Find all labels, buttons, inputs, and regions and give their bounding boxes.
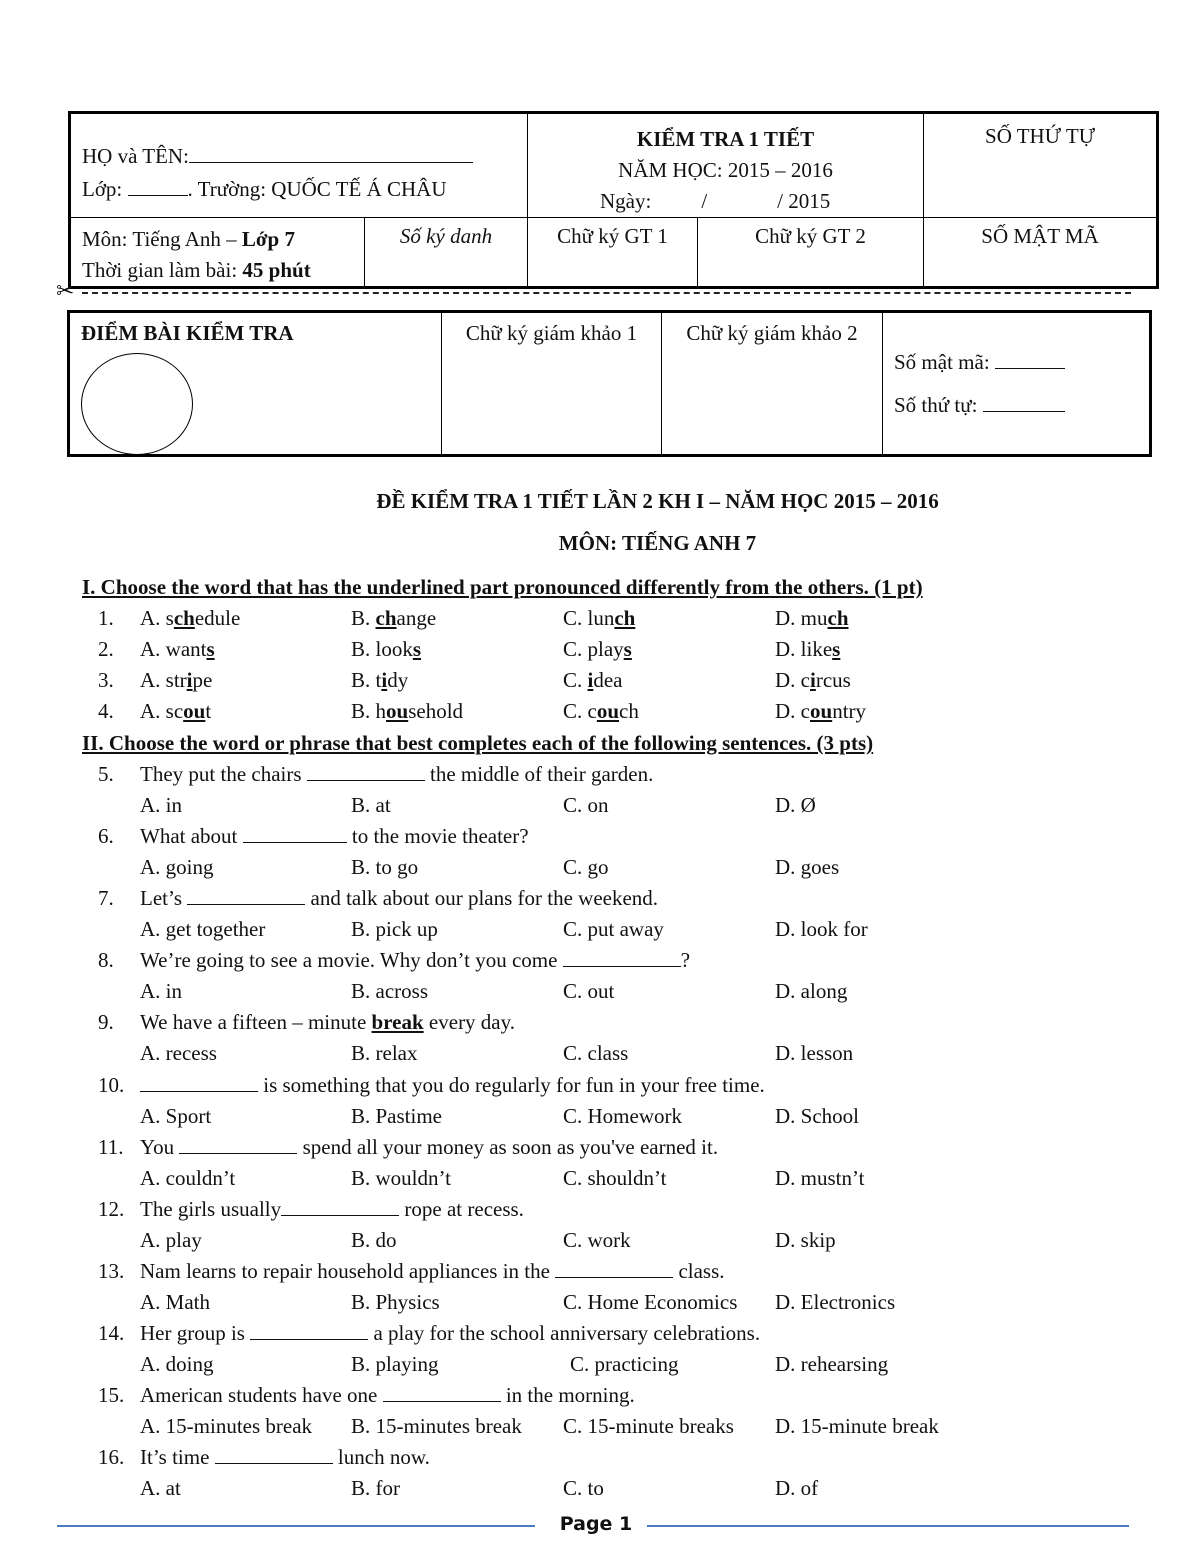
option-underlined-part: i [587,668,594,692]
class-blank[interactable] [128,177,188,196]
answer-option[interactable]: C. 15-minute breaks [563,1414,734,1438]
option-underlined-part: ch [173,606,195,630]
student-info-cell [70,113,528,218]
question-number: 7. [98,886,114,911]
subject-grade: Lớp 7 [241,227,295,251]
option-text-after: pe [192,668,213,692]
so-mat-ma-blank[interactable] [995,350,1065,369]
question-stem [140,948,690,973]
option-underlined-part: s [206,637,215,661]
question-stem [140,1383,635,1408]
option-underlined-part: ou [596,699,620,723]
option-underlined-part: ou [810,699,833,723]
answer-option[interactable] [351,637,421,662]
option-text-before: D. c [775,699,810,723]
question-number: 14. [98,1320,125,1345]
answer-option[interactable]: A. get together [140,917,266,942]
answer-blank[interactable] [179,1135,297,1154]
stem-text-after: in the morning. [500,1383,635,1407]
so-thu-tu-label: SỐ THỨ TỰ [985,124,1096,148]
question-stem [140,1135,718,1160]
question-number: 1. [98,606,114,630]
section-1-heading: I. Choose the word that has the underlined part pronounced differently from the others. (1 pt) [82,575,923,599]
answer-option[interactable] [775,668,851,693]
option-underlined-part: i [810,668,816,692]
option-text-after: t [205,699,212,723]
option-text-after: dy [387,668,409,692]
scissors-icon: ✂ [56,279,75,304]
question-number: 11. [98,1134,124,1159]
question-stem [140,1197,524,1222]
option-text-before: A. str [140,668,187,692]
answer-option[interactable]: A. at [140,1476,181,1501]
answer-option[interactable]: D. goes [775,855,840,880]
option-text-before: B. look [351,637,413,661]
giam-khao-1-cell [442,312,662,456]
cut-line [56,279,1131,304]
subject-heading: MÔN: TIẾNG ANH 7 [558,531,757,555]
option-text-before: B. [351,606,376,630]
answer-blank[interactable] [215,1445,333,1464]
stem-text-before: It’s time [140,1445,215,1470]
answer-blank[interactable] [281,1197,399,1216]
chu-ky-gt2-label: Chữ ký GT 2 [755,224,866,248]
page-footer [57,1513,1129,1543]
footer-line-left [57,1525,535,1527]
answer-blank[interactable] [140,1073,258,1092]
answer-option[interactable]: A. 15-minutes break [140,1414,313,1438]
question-number: 4. [98,699,114,723]
option-underlined-part: ch [827,606,849,630]
option-underlined-part: ch [375,606,397,630]
answer-option[interactable]: D. lesson [775,1041,854,1066]
so-mat-ma-cell [924,218,1158,288]
question-stem [140,1445,430,1470]
answer-blank[interactable] [383,1383,501,1402]
option-underlined-part: s [832,637,841,661]
exam-title: KIỂM TRA 1 TIẾT [636,127,815,151]
stem-text-before: The girls usually [140,1196,282,1221]
answer-option[interactable]: D. School [775,1103,859,1128]
answer-option[interactable]: C. on [563,793,609,817]
question-stem [140,886,658,911]
option-underlined-part: ch [614,606,636,630]
answer-option[interactable]: A. play [140,1227,202,1252]
answer-blank[interactable] [307,762,425,781]
stem-text-after: is something that you do regularly for fun in your free time. [258,1072,765,1097]
option-text-after: ntry [832,699,867,723]
time-value: 45 phút [242,258,311,282]
answer-option[interactable]: C. practicing [570,1351,679,1376]
answer-option[interactable]: D. look for [775,917,868,942]
answer-option[interactable] [140,668,212,693]
stem-text-before: What about [140,824,243,849]
giam-khao-2-cell [662,312,883,456]
dashed-divider [82,292,1131,294]
footer-line-right [647,1525,1129,1527]
option-text-before: D. mu [775,606,828,630]
exam-heading: ĐỀ KIỂM TRA 1 TIẾT LẦN 2 KH I – NĂM HỌC 2015 – 2016 [376,489,939,513]
answer-blank[interactable] [250,1321,368,1340]
option-underlined-part: ou [386,699,409,723]
answer-option[interactable]: C. go [563,855,609,880]
answer-option[interactable] [351,699,463,724]
stem-text-after: the middle of their garden. [424,762,654,786]
option-text-before: A. s [140,606,174,630]
stem-underlined-word: break [371,1010,424,1035]
stem-text-after: and talk about our plans for the weekend. [305,886,659,911]
answer-option[interactable]: A. in [140,979,182,1004]
option-underlined-part: i [186,668,193,692]
answer-option[interactable]: B. to go [351,855,419,880]
score-circle [81,353,193,455]
option-underlined-part: s [412,637,422,661]
question-number: 5. [98,762,114,786]
answer-option[interactable]: B. Physics [351,1289,440,1314]
option-text-before: C. c [563,699,597,723]
answer-option[interactable]: A. in [140,793,182,817]
answer-option[interactable] [140,606,240,631]
score-label: ĐIỂM BÀI KIỂM TRA [81,321,294,345]
stem-text-after: every day. [423,1010,516,1035]
answer-option[interactable] [351,606,436,631]
answer-option[interactable]: D. Electronics [775,1289,896,1314]
answer-blank[interactable] [243,824,347,843]
answer-option[interactable]: B. pick up [351,917,438,942]
stem-text-after: class. [673,1258,725,1283]
class-label: Lớp: [82,177,123,201]
answer-option[interactable] [563,606,635,631]
question-number: 15. [98,1383,125,1407]
option-text-after: dea [593,668,623,692]
option-text-after: rcus [815,668,851,692]
stem-text-after: lunch now. [332,1445,430,1470]
question-stem [140,1259,725,1284]
name-blank[interactable] [189,144,473,163]
subject-label: Môn: Tiếng Anh – [82,227,242,251]
question-stem [140,1010,515,1035]
answer-option[interactable]: C. work [563,1227,631,1252]
option-text-before: D. like [775,637,833,661]
answer-option[interactable] [775,637,840,662]
page-number: Page 1 [559,1513,633,1535]
answer-option[interactable]: A. doing [140,1351,214,1376]
subject-cell [70,218,365,288]
stem-text-after: a play for the school anniversary celebrations. [368,1320,761,1345]
answer-blank[interactable] [555,1259,673,1278]
giam-khao-2-label: Chữ ký giám khảo 2 [686,321,858,345]
stem-text-before: Nam learns to repair household appliances in the [140,1258,556,1283]
question-stem [140,1073,765,1098]
answer-option[interactable]: A. recess [140,1041,217,1066]
exam-info-cell [528,113,924,218]
answer-option[interactable]: B. Pastime [351,1103,443,1128]
option-text-after: ch [619,699,639,723]
answer-option[interactable] [563,699,639,724]
question-stem [140,762,653,787]
answer-option[interactable] [351,668,408,693]
stem-text-before: We’re going to see a movie. Why don’t you come [140,948,563,973]
answer-option[interactable]: D. 15-minute break [775,1414,939,1438]
stem-text-before: Let’s [140,886,188,911]
stem-text-before: They put the chairs [140,762,307,786]
stem-text-after: ? [680,948,691,973]
score-cell [69,312,442,456]
exam-date: Ngày: / / 2015 [600,189,831,213]
answer-option[interactable]: D. of [775,1476,819,1501]
answer-option[interactable]: B. relax [351,1041,418,1066]
option-underlined-part: s [623,637,632,661]
score-table [67,310,1152,457]
answer-option[interactable]: C. shouldn’t [563,1165,667,1190]
question-number: 10. [98,1072,125,1097]
so-ky-danh-cell [365,218,528,288]
answer-option[interactable]: A. couldn’t [140,1165,236,1190]
question-number: 13. [98,1258,125,1283]
option-text-before: D. c [775,668,810,692]
question-number: 3. [98,668,114,692]
chu-ky-gt1-cell [528,218,698,288]
answer-option[interactable]: B. playing [351,1351,439,1376]
answer-option[interactable]: A. Math [140,1289,210,1314]
answer-option[interactable] [775,699,866,724]
so-thu-tu-blank[interactable] [983,393,1065,412]
answer-option[interactable]: C. put away [563,917,664,942]
answer-option[interactable]: A. Sport [140,1103,212,1128]
giam-khao-1-label: Chữ ký giám khảo 1 [465,321,638,345]
option-underlined-part: i [381,668,388,692]
answer-option[interactable]: D. skip [775,1227,836,1252]
answer-option[interactable] [563,668,623,693]
so-thu-tu-field-label: Số thứ tự: [894,393,978,417]
question-number: 16. [98,1445,125,1470]
option-text-after: ange [396,606,437,630]
question-number: 8. [98,948,114,973]
stem-text-after: spend all your money as soon as you've earned it. [297,1134,719,1159]
option-text-after: edule [194,606,241,630]
so-ky-danh-label: Số ký danh [399,224,493,248]
school-label: . Trường: QUỐC TẾ Á CHÂU [187,177,447,201]
stem-text-before: Her group is [140,1320,251,1345]
answer-blank[interactable] [563,948,681,967]
question-number: 2. [98,637,114,661]
answer-option[interactable] [140,699,211,724]
answer-option[interactable]: C. Home Economics [563,1289,738,1314]
answer-blank[interactable] [187,886,305,905]
stem-text-before: American students have one [140,1383,383,1407]
stem-text-after: to the movie theater? [346,824,529,849]
option-text-before: C. play [563,637,624,661]
answer-option[interactable] [140,637,215,662]
answer-option[interactable]: B. at [351,793,391,817]
answer-option[interactable]: D. Ø [775,793,816,817]
header-info-table [68,111,1159,289]
answer-option[interactable]: B. do [351,1227,397,1252]
option-text-before: A. sc [140,699,184,723]
question-number: 9. [98,1010,114,1035]
answer-option[interactable]: C. Homework [563,1103,682,1128]
answer-option[interactable]: B. across [351,979,428,1004]
answer-option[interactable]: A. going [140,855,214,880]
option-text-after: sehold [408,699,464,723]
section-2-heading: II. Choose the word or phrase that best completes each of the following sentences. (3 pts) [82,731,874,755]
answer-option[interactable]: D. rehearsing [775,1351,889,1376]
option-text-before: C. lun [563,606,615,630]
answer-option[interactable]: C. out [563,979,615,1004]
option-text-before: B. h [351,699,387,723]
chu-ky-gt2-cell [698,218,924,288]
code-cell [883,312,1151,456]
answer-option[interactable]: C. class [563,1041,629,1066]
answer-option[interactable] [563,637,632,662]
so-mat-ma-field-label: Số mật mã: [894,350,990,374]
so-mat-ma-label: SỐ MẬT MÃ [981,224,1099,248]
stem-text-after: rope at recess. [399,1196,524,1221]
question-number: 12. [98,1196,125,1221]
answer-option[interactable]: D. along [775,979,848,1004]
option-text-before: B. t [351,668,382,692]
answer-option[interactable]: B. wouldn’t [351,1165,451,1190]
answer-option[interactable]: B. 15-minutes break [351,1414,522,1438]
question-number: 6. [98,824,114,849]
option-underlined-part: ou [183,699,206,723]
answer-option[interactable] [775,606,849,631]
answer-option[interactable]: C. to [563,1476,604,1501]
name-label: HỌ và TÊN: [82,144,189,168]
so-thu-tu-cell [924,113,1158,218]
stem-text-before: We have a fifteen – minute [140,1010,372,1035]
option-text-before: A. want [140,637,207,661]
stem-text-before: You [140,1134,180,1159]
time-label: Thời gian làm bài: [82,258,243,282]
answer-option[interactable]: D. mustn’t [775,1165,865,1190]
option-text-before: C. [563,668,588,692]
question-stem [140,824,529,849]
answer-option[interactable]: B. for [351,1476,400,1501]
question-stem [140,1321,760,1346]
chu-ky-gt1-label: Chữ ký GT 1 [557,224,668,248]
school-year: NĂM HỌC: 2015 – 2016 [618,158,833,182]
